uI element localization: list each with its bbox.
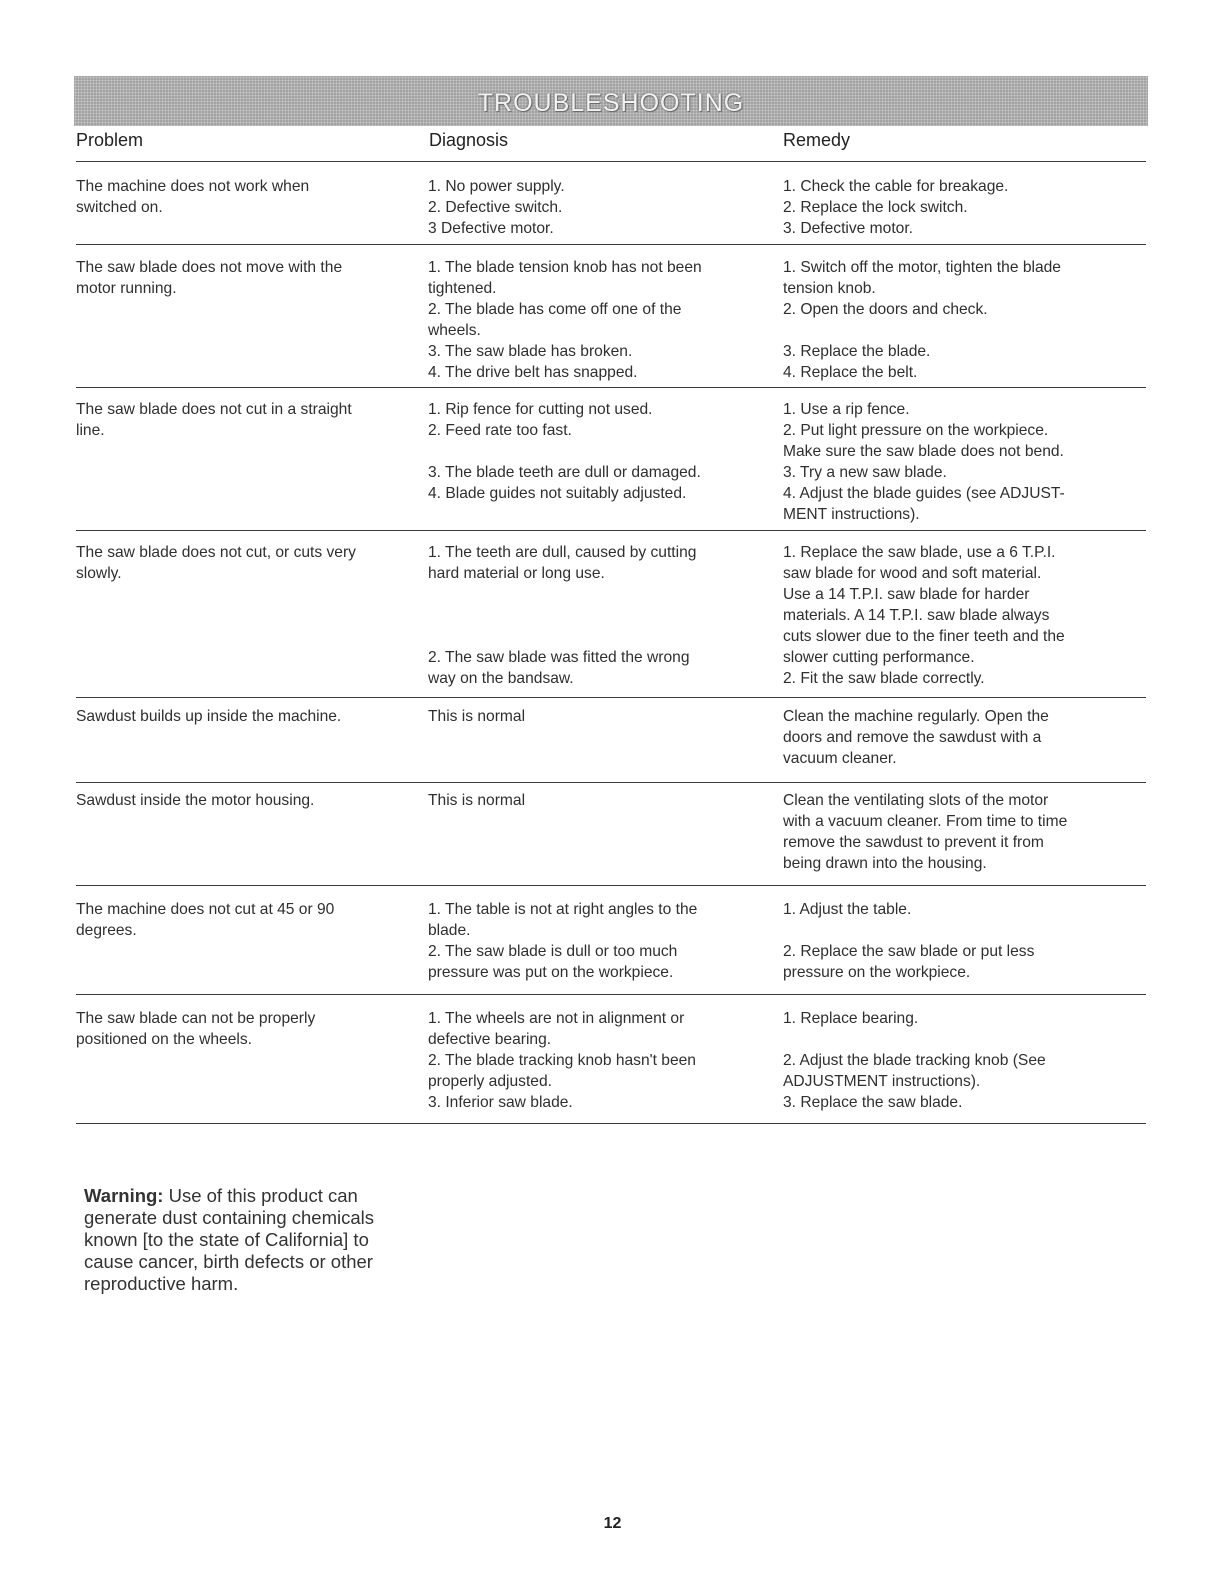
cell-line: Clean the machine regularly. Open the [783,708,1049,725]
cell-line: switched on. [76,199,163,216]
cell-line: Use a 14 T.P.I. saw blade for harder [783,586,1030,603]
cell-line: line. [76,422,105,439]
cell-line: 1. Replace bearing. [783,1010,919,1027]
cell-line: 1. The table is not at right angles to the [428,901,698,918]
cell-line: vacuum cleaner. [783,750,897,767]
cell-line: 1. Rip fence for cutting not used. [428,401,653,418]
row-divider [76,244,1146,245]
title-banner [74,76,1148,126]
cell-line: 2. The saw blade is dull or too much [428,943,678,960]
header-divider [76,161,1146,162]
problem-cell [76,790,406,811]
problem-cell [76,257,406,299]
cell-line: tension knob. [783,280,876,297]
cell-line: pressure on the workpiece. [783,964,971,981]
cell-line: degrees. [76,922,137,939]
cell-line: 3. Replace the blade. [783,343,931,360]
cell-line: 2. Adjust the blade tracking knob (See [783,1052,1046,1069]
row-divider [76,1123,1146,1124]
cell-line: 4. Blade guides not suitably adjusted. [428,485,687,502]
row-divider [76,994,1146,995]
cell-line: The saw blade can not be properly [76,1010,316,1027]
row-divider [76,530,1146,531]
row-divider [76,782,1146,783]
cell-line: doors and remove the sawdust with a [783,729,1042,746]
cell-line: 1. Use a rip fence. [783,401,910,418]
cell-line: materials. A 14 T.P.I. saw blade always [783,607,1050,624]
diagnosis-cell [428,542,758,689]
cell-line: 1. The teeth are dull, caused by cutting [428,544,697,561]
cell-line: hard material or long use. [428,565,605,582]
cell-line: The saw blade does not move with the [76,259,343,276]
column-header-problem: Problem [76,130,144,150]
diagnosis-cell [428,399,758,504]
cell-line: 1. The blade tension knob has not been [428,259,702,276]
cell-line: This is normal [428,708,526,725]
column-header-diagnosis: Diagnosis [429,130,509,150]
remedy-cell [783,1008,1123,1113]
cell-line: 3. Inferior saw blade. [428,1094,573,1111]
remedy-cell [783,899,1123,983]
cell-line: MENT instructions). [783,506,920,523]
remedy-cell [783,706,1123,769]
problem-cell [76,706,406,727]
cell-line: The saw blade does not cut, or cuts very [76,544,356,561]
cell-line: The machine does not work when [76,178,310,195]
cell-line: 4. Adjust the blade guides (see ADJUST- [783,485,1065,502]
cell-line: 1. Switch off the motor, tighten the blade [783,259,1061,276]
problem-cell [76,176,406,218]
cell-line: 2. Defective switch. [428,199,563,216]
cell-line: Sawdust builds up inside the machine. [76,708,342,725]
row-divider [76,697,1146,698]
cell-line: pressure was put on the workpiece. [428,964,674,981]
cell-line: being drawn into the housing. [783,855,987,872]
cell-line: 3. The saw blade has broken. [428,343,633,360]
cell-line: 3. Replace the saw blade. [783,1094,963,1111]
cell-line: 1. No power supply. [428,178,565,195]
cell-line: The machine does not cut at 45 or 90 [76,901,335,918]
cell-line: 3. The blade teeth are dull or damaged. [428,464,701,481]
cell-line: 2. Open the doors and check. [783,301,988,318]
cell-line: 1. The wheels are not in alignment or [428,1010,685,1027]
diagnosis-cell [428,257,758,383]
row-divider [76,885,1146,886]
column-header-remedy: Remedy [783,130,851,150]
spacer [428,605,758,626]
cell-line: wheels. [428,322,481,339]
spacer [783,920,1123,941]
problem-cell [76,542,406,584]
remedy-cell [783,542,1123,689]
cell-line: defective bearing. [428,1031,552,1048]
remedy-cell [783,257,1123,383]
cell-line: The saw blade does not cut in a straight [76,401,352,418]
cell-line: 2. Fit the saw blade correctly. [783,670,985,687]
cell-line: Clean the ventilating slots of the motor [783,792,1049,809]
cell-line: 2. The blade tracking knob hasn't been [428,1052,696,1069]
diagnosis-cell [428,790,758,811]
cell-line: 3. Try a new saw blade. [783,464,947,481]
cell-line: 1. Check the cable for breakage. [783,178,1009,195]
remedy-cell [783,176,1123,239]
cell-line: This is normal [428,792,526,809]
cell-line: 1. Replace the saw blade, use a 6 T.P.I. [783,544,1056,561]
diagnosis-cell [428,899,758,983]
cell-line: positioned on the wheels. [76,1031,252,1048]
problem-cell [76,1008,406,1050]
cell-line: cuts slower due to the finer teeth and the [783,628,1065,645]
problem-cell [76,899,406,941]
problem-cell [76,399,406,441]
cell-line: 2. The saw blade was fitted the wrong [428,649,690,666]
cell-line: motor running. [76,280,177,297]
spacer [783,320,1123,341]
spacer [428,626,758,647]
cell-line: 2. Replace the saw blade or put less [783,943,1035,960]
diagnosis-cell [428,706,758,727]
cell-line: ADJUSTMENT instructions). [783,1073,981,1090]
cell-line: saw blade for wood and soft material. [783,565,1042,582]
cell-line: 4. Replace the belt. [783,364,918,381]
remedy-cell [783,790,1123,874]
cell-line: 1. Adjust the table. [783,901,912,918]
cell-line: 2. Feed rate too fast. [428,422,572,439]
cell-line: Sawdust inside the motor housing. [76,792,315,809]
diagnosis-cell [428,176,758,239]
cell-line: with a vacuum cleaner. From time to time [783,813,1068,830]
cell-line: slower cutting performance. [783,649,975,666]
spacer [783,1029,1123,1050]
cell-line: 4. The drive belt has snapped. [428,364,638,381]
page-number: 12 [603,1515,622,1532]
diagnosis-cell [428,1008,758,1113]
cell-line: 2. Put light pressure on the workpiece. [783,422,1049,439]
spacer [428,584,758,605]
cell-line: Make sure the saw blade does not bend. [783,443,1064,460]
warning-notice [84,1185,414,1295]
cell-line: 2. The blade has come off one of the [428,301,682,318]
cell-line: tightened. [428,280,497,297]
cell-line: blade. [428,922,471,939]
cell-line: 3. Defective motor. [783,220,914,237]
row-divider [76,387,1146,388]
remedy-cell [783,399,1123,525]
cell-line: way on the bandsaw. [428,670,574,687]
spacer [428,441,758,462]
cell-line: 3 Defective motor. [428,220,554,237]
page-title: TROUBLESHOOTING [477,89,745,117]
cell-line: properly adjusted. [428,1073,552,1090]
cell-line: remove the sawdust to prevent it from [783,834,1044,851]
warning-label: Warning: [84,1185,164,1206]
cell-line: 2. Replace the lock switch. [783,199,968,216]
warning-text: Use of this product can generate dust containing chemicals known [to the state of California] to cause cancer, birth defects or other reproductive harm. [84,1185,375,1294]
cell-line: slowly. [76,565,122,582]
